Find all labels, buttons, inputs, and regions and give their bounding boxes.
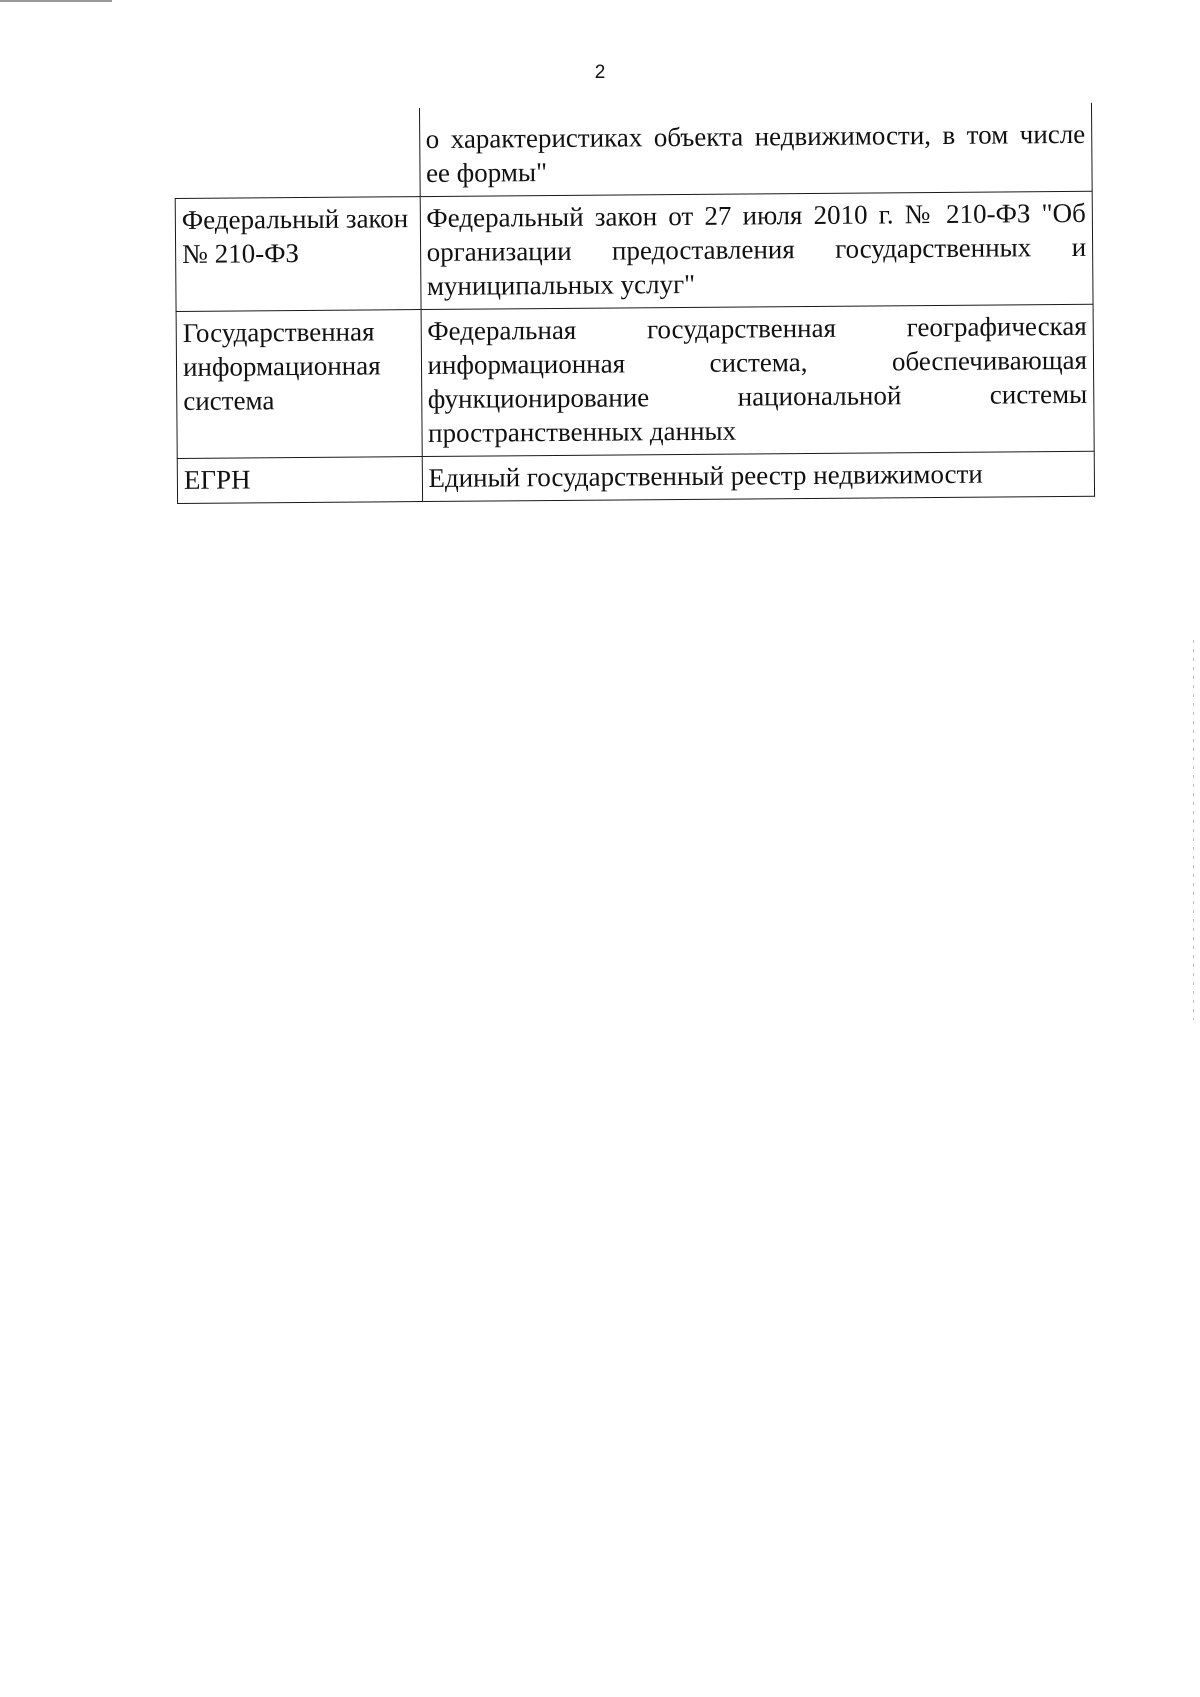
terms-table <box>174 103 1095 504</box>
term-cell: Федеральный закон № 210-ФЗ <box>175 197 420 312</box>
table-row <box>175 191 1093 311</box>
term-cell: ЕГРН <box>177 457 422 504</box>
scan-edge-mark <box>0 0 112 2</box>
table-row <box>177 451 1094 503</box>
definition-cell: Единый государственный реестр недвижимости <box>422 451 1095 501</box>
definition-cell: Федеральный закон от 27 июля 2010 г. № 210-ФЗ "Об организации предоставления государственных и муниципальных услуг" <box>420 191 1093 309</box>
table-row <box>174 103 1092 199</box>
term-cell <box>174 108 419 198</box>
page-number: 2 <box>594 62 606 83</box>
definition-cell: о характеристиках объекта недвижимости, в том числе ее формы" <box>419 103 1092 197</box>
scan-margin-noise <box>1193 640 1194 1020</box>
table-row <box>176 304 1094 458</box>
term-cell: Государственная информационная система <box>176 310 422 459</box>
definition-cell: Федеральная государственная географическая информационная система, обеспечивающая функционирование национальной системы пространственных данных <box>421 304 1095 456</box>
